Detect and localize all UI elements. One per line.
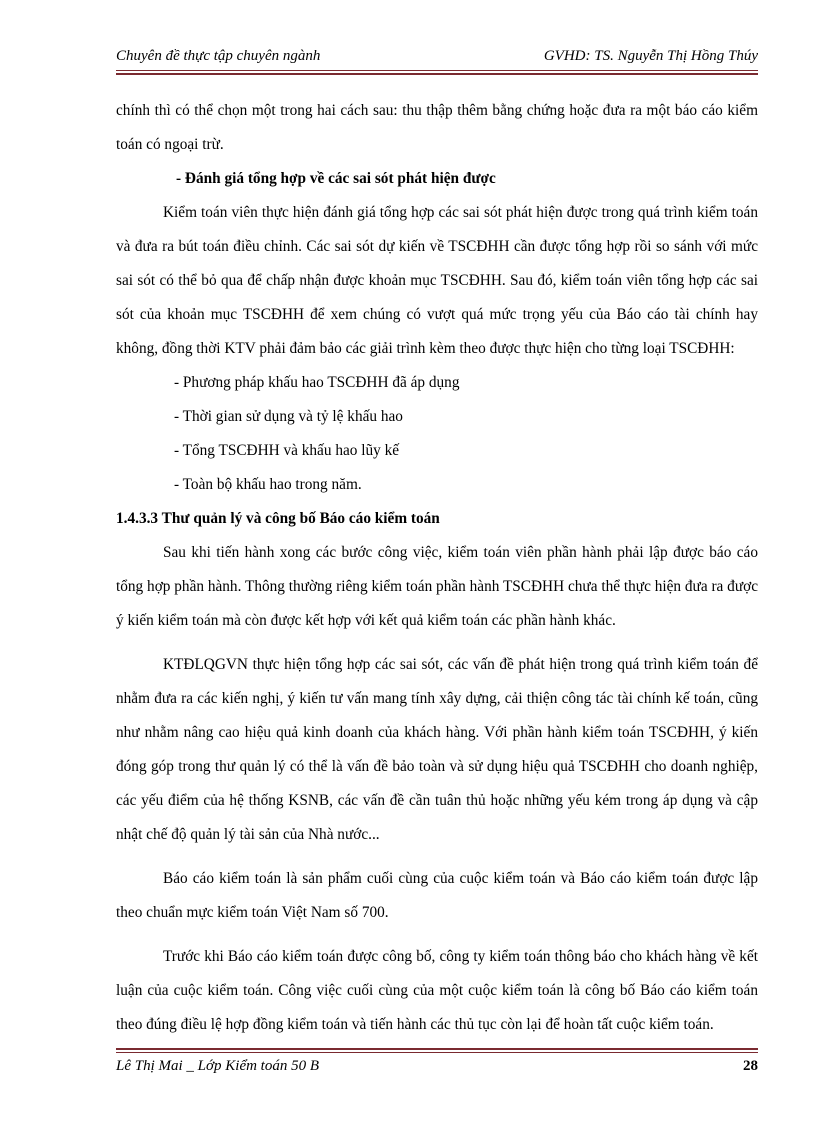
subheading: - Đánh giá tổng hợp về các sai sót phát hiện được (176, 170, 496, 187)
page-number: 28 (743, 1058, 758, 1074)
paragraph: Trước khi Báo cáo kiểm toán được công bố, công ty kiểm toán thông báo cho khách hàng về kết luận của cuộc kiểm toán. Công việc cuối cùng của một cuộc kiểm toán là công bố Báo cáo kiểm toán theo đúng điều lệ hợp đồng kiểm toán và tiến hành các thủ tục còn lại để hoàn tất cuộc kiểm toán. (116, 948, 758, 1033)
paragraph: KTĐLQGVN thực hiện tổng hợp các sai sót, các vấn đề phát hiện trong quá trình kiểm toán để nhằm đưa ra các kiến nghị, ý kiến tư vấn mang tính xây dựng, cải thiện công tác tài chính kế toán, cũng như nhằm nâng cao hiệu quả kinh doanh của khách hàng. Với phần hành kiểm toán TSCĐHH, ý kiến đóng góp trong thư quản lý có thể là vấn đề bảo toàn và sử dụng hiệu quả TSCĐHH cho doanh nghiệp, các yếu điểm của hệ thống KSNB, các vấn đề cần tuân thủ hoặc những yếu kém trong áp dụng và cập nhật chế độ quản lý tài sản của Nhà nước... (116, 656, 758, 843)
list-item: - Tổng TSCĐHH và khấu hao lũy kế (174, 442, 400, 459)
footer-rule (116, 1048, 758, 1053)
list-item: - Toàn bộ khấu hao trong năm. (174, 476, 362, 493)
page-footer (116, 1058, 758, 1080)
page-header (116, 48, 758, 70)
list-item: - Thời gian sử dụng và tỷ lệ khấu hao (174, 408, 403, 425)
section-heading: 1.4.3.3 Thư quản lý và công bố Báo cáo kiểm toán (116, 510, 440, 527)
paragraph: Báo cáo kiểm toán là sản phẩm cuối cùng của cuộc kiểm toán và Báo cáo kiểm toán được lập theo chuẩn mực kiểm toán Việt Nam số 700. (116, 870, 758, 921)
header-title: Chuyên đề thực tập chuyên ngành (116, 48, 321, 64)
paragraph: chính thì có thể chọn một trong hai cách sau: thu thập thêm bằng chứng hoặc đưa ra một báo cáo kiểm toán có ngoại trừ. (116, 102, 758, 153)
list-item: - Phương pháp khấu hao TSCĐHH đã áp dụng (174, 374, 460, 391)
footer-author: Lê Thị Mai _ Lớp Kiểm toán 50 B (116, 1058, 320, 1074)
header-supervisor: GVHD: TS. Nguyễn Thị Hồng Thúy (543, 48, 758, 64)
paragraph: Kiểm toán viên thực hiện đánh giá tổng hợp các sai sót phát hiện được trong quá trình kiểm toán và đưa ra bút toán điều chỉnh. Các sai sót dự kiến về TSCĐHH cần được tổng hợp rồi so sánh với mức sai sót có thể bỏ qua để chấp nhận được khoản mục TSCĐHH. Sau đó, kiểm toán viên tổng hợp các sai sót của khoản mục TSCĐHH để xem chúng có vượt quá mức trọng yếu của Báo cáo tài chính hay không, đồng thời KTV phải đảm bảo các giải trình kèm theo được thực hiện cho từng loại TSCĐHH: (116, 204, 758, 357)
header-rule (116, 70, 758, 75)
document-body (116, 94, 758, 1042)
paragraph: Sau khi tiến hành xong các bước công việc, kiểm toán viên phần hành phải lập được báo cáo tổng hợp phần hành. Thông thường riêng kiểm toán phần hành TSCĐHH chưa thể thực hiện đưa ra được ý kiến kiểm toán mà còn được kết hợp với kết quả kiểm toán các phần hành khác. (116, 544, 758, 629)
